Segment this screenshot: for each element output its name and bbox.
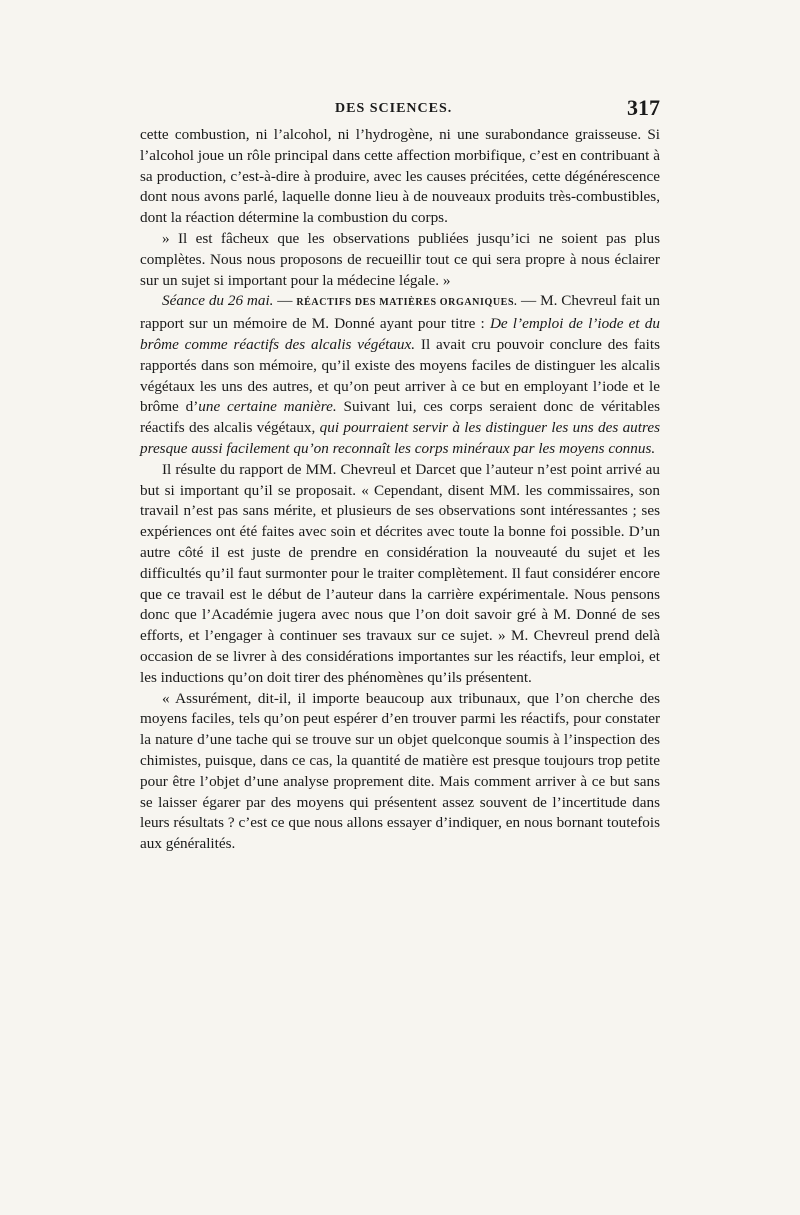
memoir-title: De l’emploi de l’iode et du brôme comme réactifs des alcalis végétaux.: [140, 315, 660, 353]
italic-phrase-1: une certaine manière.: [198, 398, 337, 416]
section-heading: RÉACTIFS DES MATIÈRES ORGANIQUES.: [296, 297, 518, 309]
paragraph-3: [140, 291, 660, 459]
paragraph-1: cette combustion, ni l’alcohol, ni l’hydrogène, ni une surabondance graisseuse. Si l’alcohol joue un rôle principal dans cette affection morbifique, c’est en contribuant à sa production, c’est-à-dire à produire, avec les causes précitées, cette dégénérescence dont nous avons parlé, laquelle donne lieu à de nouveaux produits très-combustibles, dont la réaction détermine la combustion du corps.: [140, 126, 660, 227]
paragraph-3-text-3: Suivant lui, ces corps seraient donc de véritables réactifs des alcalis végétaux,: [140, 398, 660, 437]
paragraph-2: » Il est fâcheux que les observations publiées jusqu’ici ne soient pas plus complètes. Nous nous proposons de recueillir tout ce qui sera propre à nous éclairer sur un sujet si important pour la médecine légale. »: [140, 229, 660, 289]
italic-phrase-2: qui pourraient servir à les distinguer les uns des autres presque aussi facilement qu’on reconnaît les corps minéraux par les moyens connus.: [140, 419, 660, 457]
page-header: [140, 95, 660, 125]
body-text: [140, 125, 660, 855]
running-head: DES SCIENCES.: [335, 101, 453, 116]
dash-separator: —: [273, 292, 297, 310]
paragraph-4: Il résulte du rapport de MM. Chevreul et Darcet que l’auteur n’est point arrivé au but si important qu’il se proposait. « Cependant, disent MM. les commissaires, son travail n’est pas sans mérite, et plusieurs de ses observations sont intéressantes ; ses expériences ont été faites avec soin et décrites avec toute la bonne foi possible. D’un autre côté il est juste de prendre en considération la nouveauté du sujet et les difficultés qu’il faut surmonter pour le traiter complètement. Il faut considérer encore que ce travail est le début de l’auteur dans la carrière expérimentale. Nous pensons donc que l’Académie jugera avec nous que l’on doit savoir gré à M. Donné de ses efforts, et l’engager à continuer ses travaux sur ce sujet. » M. Chevreul prend delà occasion de se livrer à des considérations importantes sur les réactifs, leur emploi, et les inductions qu’on doit tirer des phénomènes qu’ils présentent.: [140, 460, 660, 686]
paragraph-3-text-1: — M. Chevreul fait un rapport sur un mémoire de M. Donné ayant pour titre :: [140, 292, 660, 333]
session-date: Séance du 26 mai.: [162, 292, 274, 310]
page-number: 317: [627, 95, 660, 120]
paragraph-5: « Assurément, dit-il, il importe beaucoup aux tribunaux, que l’on cherche des moyens faciles, tels qu’on peut espérer d’en trouver parmi les réactifs, pour constater la nature d’une tache qui se trouve sur un objet quelconque soumis à l’inspection des chimistes, puisque, dans ce cas, la quantité de matière est presque toujours trop petite pour être l’objet d’une analyse proprement dite. Mais comment arriver à ce but sans se laisser égarer par des moyens qui présentent assez souvent de l’incertitude dans leurs résultats ? c’est ce que nous allons essayer d’indiquer, en nous bornant toutefois aux généralités.: [140, 689, 660, 853]
book-page: [140, 95, 660, 855]
paragraph-3-text-2: Il avait cru pouvoir conclure des faits rapportés dans son mémoire, qu’il existe des moyens faciles de distinguer les alcalis végétaux les uns des autres, et qu’on peut arriver à ce but en employant l’iode et le brôme d’: [140, 335, 660, 416]
